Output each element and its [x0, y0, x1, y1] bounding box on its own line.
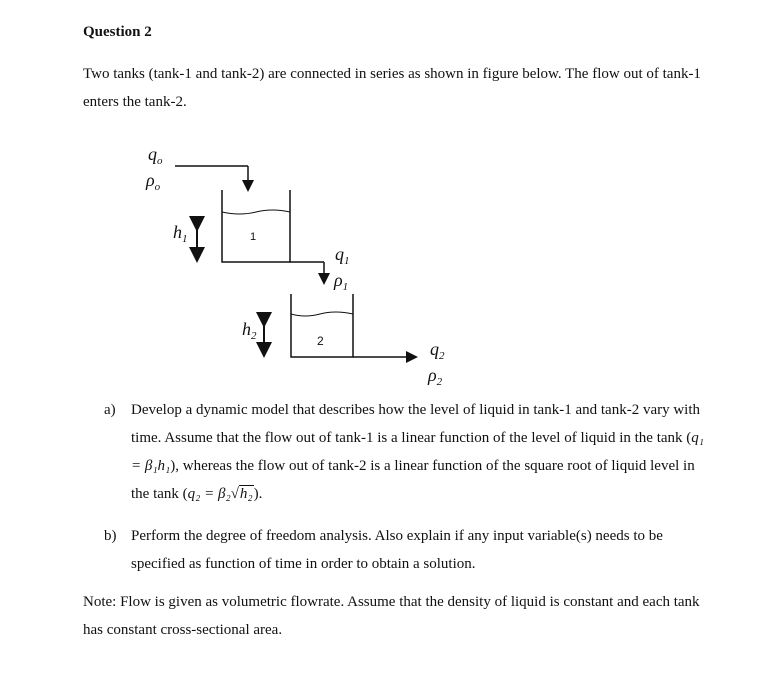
eq-q2-radicand: h₂ — [239, 486, 253, 502]
question-title: Question 2 — [83, 24, 152, 40]
tank-2-label: 2 — [317, 334, 324, 348]
rho2-label: $\rho_2$ — [428, 365, 443, 388]
h1-label: $h_1$ — [173, 222, 188, 245]
tank-2-liquid — [291, 312, 353, 316]
tank-1-label: 1 — [250, 231, 257, 243]
item-b-text: Perform the degree of freedom analysis. Also explain if any input variable(s) needs to be specified as function of time in order to obtain a solution. — [131, 528, 663, 572]
q2-label: $q_2$ — [430, 339, 445, 362]
intro-paragraph: Two tanks (tank-1 and tank-2) are connected in series as shown in figure below. The flow out of tank-1 enters the tank-2. — [83, 66, 701, 110]
item-a — [104, 396, 714, 508]
rho1-label: $\rho_1$ — [334, 270, 349, 293]
item-a-label: a) — [104, 402, 116, 418]
item-b — [104, 522, 714, 578]
eq-q1: q₁ = β₁h₁ — [131, 430, 705, 474]
q0-label: $q_o$ — [148, 144, 163, 167]
tank-1 — [222, 190, 290, 262]
note-paragraph: Note: Flow is given as volumetric flowrate. Assume that the density of liquid is constant and each tank has constant cross-sectional area. — [83, 594, 700, 638]
rho0-label: $\rho_o$ — [146, 170, 161, 193]
q1-label: $q_1$ — [335, 244, 350, 267]
h2-label: $h_2$ — [242, 319, 257, 342]
item-a-text: Develop a dynamic model that describes how the level of liquid in tank-1 and tank-2 vary with time. Assume that the flow out of tank-1 is a linear function of the level of liquid in the tank (q₁ = β₁h₁), whereas the flow out of tank-2 is a linear function of the square root of liquid level in the tank (q₂ = β₂√h₂). — [131, 402, 705, 502]
item-b-label: b) — [104, 528, 117, 544]
tank-1-liquid — [222, 210, 290, 214]
eq-q2: q₂ = β₂ — [187, 486, 231, 502]
